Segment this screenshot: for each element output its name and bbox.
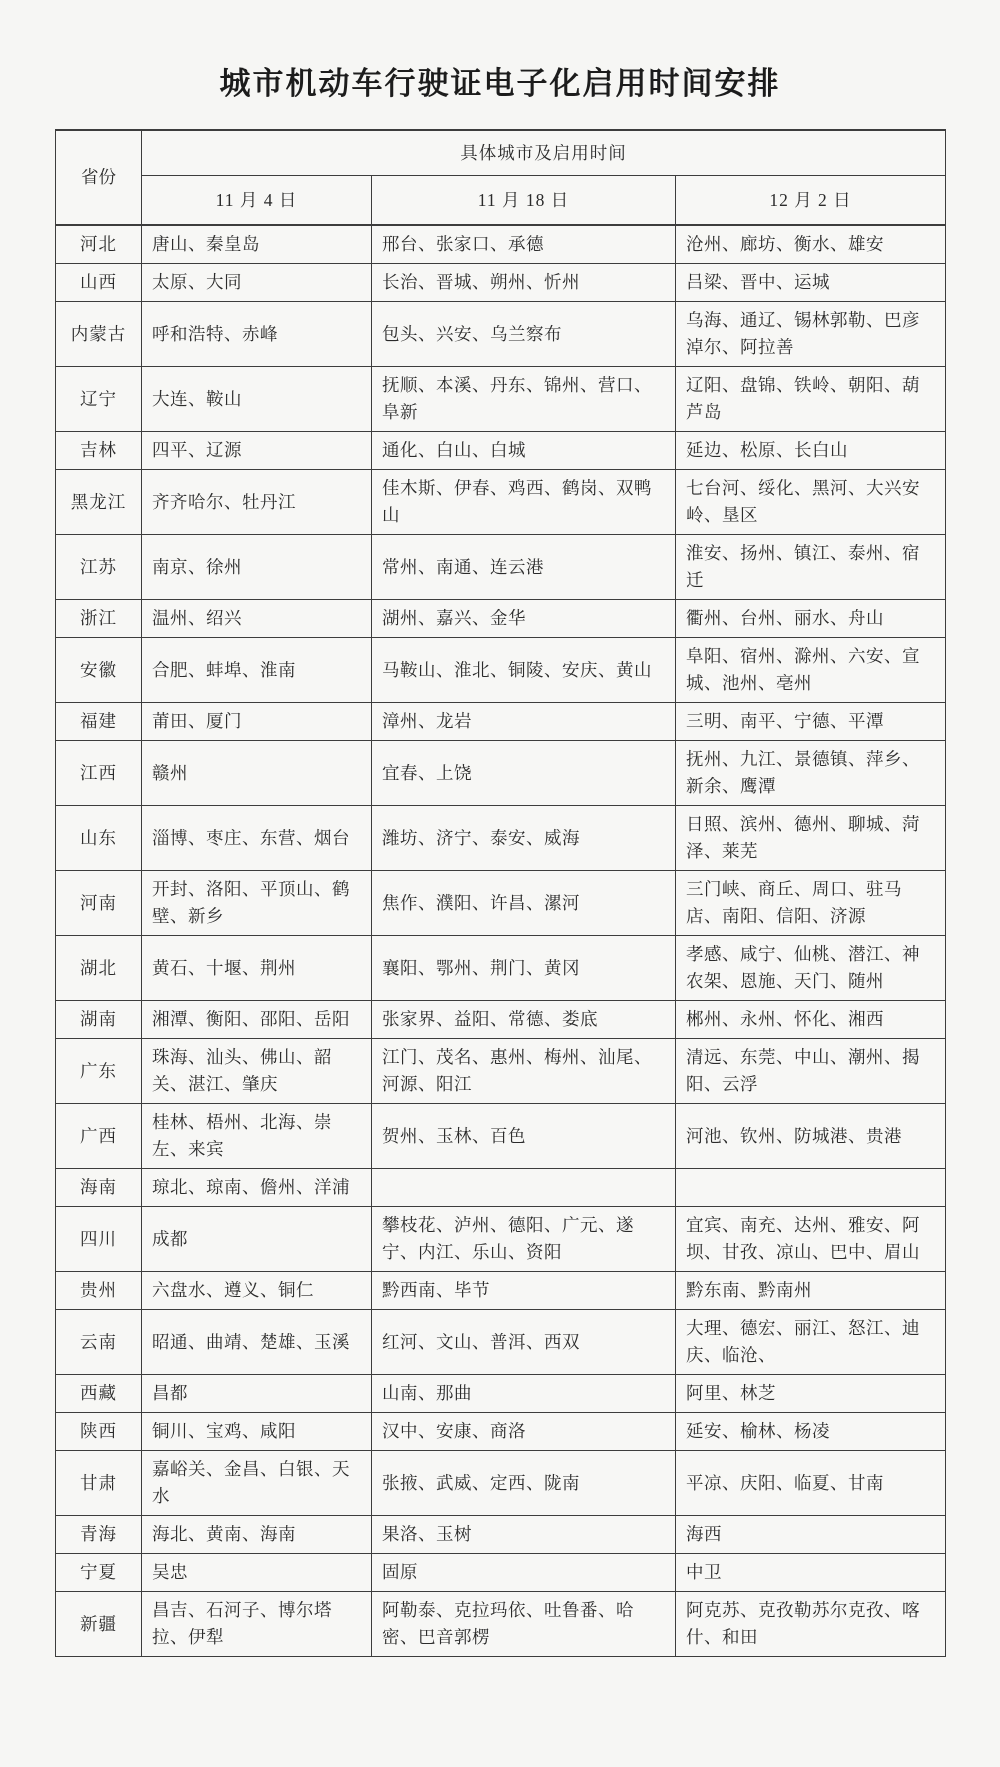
cities-cell: 宜宾、南充、达州、雅安、阿坝、甘孜、凉山、巴中、眉山 [676, 1207, 946, 1272]
province-cell: 广西 [56, 1104, 142, 1169]
table-row [56, 1554, 946, 1592]
cities-cell: 七台河、绥化、黑河、大兴安岭、垦区 [676, 470, 946, 535]
cities-cell [372, 1169, 676, 1207]
date-header-nov4: 11 月 4 日 [142, 176, 372, 226]
table-row [56, 936, 946, 1001]
cities-cell: 张家界、益阳、常德、娄底 [372, 1001, 676, 1039]
cities-cell: 郴州、永州、怀化、湘西 [676, 1001, 946, 1039]
province-cell: 广东 [56, 1039, 142, 1104]
table-row [56, 1207, 946, 1272]
province-cell: 贵州 [56, 1272, 142, 1310]
cities-cell: 湖州、嘉兴、金华 [372, 600, 676, 638]
province-cell: 西藏 [56, 1375, 142, 1413]
cities-cell: 铜川、宝鸡、咸阳 [142, 1413, 372, 1451]
cities-cell: 湘潭、衡阳、邵阳、岳阳 [142, 1001, 372, 1039]
province-cell: 海南 [56, 1169, 142, 1207]
cities-cell: 山南、那曲 [372, 1375, 676, 1413]
province-cell: 浙江 [56, 600, 142, 638]
table-row [56, 1169, 946, 1207]
table-body [56, 225, 946, 1657]
cities-cell: 海北、黄南、海南 [142, 1516, 372, 1554]
cities-cell: 昌吉、石河子、博尔塔拉、伊犁 [142, 1592, 372, 1657]
province-cell: 甘肃 [56, 1451, 142, 1516]
province-cell: 新疆 [56, 1592, 142, 1657]
table-row [56, 600, 946, 638]
province-cell: 山西 [56, 264, 142, 302]
table-row [56, 535, 946, 600]
table-row [56, 638, 946, 703]
cities-cell: 三明、南平、宁德、平潭 [676, 703, 946, 741]
province-cell: 四川 [56, 1207, 142, 1272]
table-row [56, 432, 946, 470]
cities-cell: 中卫 [676, 1554, 946, 1592]
table-row [56, 1413, 946, 1451]
cities-cell: 三门峡、商丘、周口、驻马店、南阳、信阳、济源 [676, 871, 946, 936]
cities-cell: 漳州、龙岩 [372, 703, 676, 741]
table-row [56, 703, 946, 741]
cities-cell: 六盘水、遵义、铜仁 [142, 1272, 372, 1310]
cities-cell: 宜春、上饶 [372, 741, 676, 806]
table-row [56, 1272, 946, 1310]
cities-cell: 马鞍山、淮北、铜陵、安庆、黄山 [372, 638, 676, 703]
province-cell: 安徽 [56, 638, 142, 703]
cities-cell: 日照、滨州、德州、聊城、菏泽、莱芜 [676, 806, 946, 871]
cities-cell: 红河、文山、普洱、西双 [372, 1310, 676, 1375]
table-row [56, 1451, 946, 1516]
table-row [56, 806, 946, 871]
province-cell: 湖北 [56, 936, 142, 1001]
cities-cell: 果洛、玉树 [372, 1516, 676, 1554]
cities-cell: 黔东南、黔南州 [676, 1272, 946, 1310]
cities-cell: 珠海、汕头、佛山、韶关、湛江、肇庆 [142, 1039, 372, 1104]
province-cell: 山东 [56, 806, 142, 871]
table-row [56, 367, 946, 432]
province-cell: 宁夏 [56, 1554, 142, 1592]
cities-cell: 阿里、林芝 [676, 1375, 946, 1413]
province-cell: 河北 [56, 225, 142, 264]
cities-cell: 四平、辽源 [142, 432, 372, 470]
cities-cell: 吴忠 [142, 1554, 372, 1592]
cities-cell: 延边、松原、长白山 [676, 432, 946, 470]
cities-cell: 南京、徐州 [142, 535, 372, 600]
cities-cell: 抚顺、本溪、丹东、锦州、营口、阜新 [372, 367, 676, 432]
cities-cell: 合肥、蚌埠、淮南 [142, 638, 372, 703]
cities-cell: 河池、钦州、防城港、贵港 [676, 1104, 946, 1169]
table-row [56, 1104, 946, 1169]
province-header-cell: 省份 [56, 130, 142, 225]
table-row [56, 741, 946, 806]
cities-cell: 阜阳、宿州、滁州、六安、宣城、池州、亳州 [676, 638, 946, 703]
cities-cell: 汉中、安康、商洛 [372, 1413, 676, 1451]
cities-cell: 潍坊、济宁、泰安、威海 [372, 806, 676, 871]
cities-cell: 齐齐哈尔、牡丹江 [142, 470, 372, 535]
cities-cell: 淄博、枣庄、东营、烟台 [142, 806, 372, 871]
table-row [56, 1375, 946, 1413]
table-row [56, 1516, 946, 1554]
cities-cell: 平凉、庆阳、临夏、甘南 [676, 1451, 946, 1516]
cities-cell: 抚州、九江、景德镇、萍乡、新余、鹰潭 [676, 741, 946, 806]
cities-cell: 昭通、曲靖、楚雄、玉溪 [142, 1310, 372, 1375]
table-header [56, 130, 946, 225]
cities-cell: 开封、洛阳、平顶山、鹤壁、新乡 [142, 871, 372, 936]
cities-cell: 通化、白山、白城 [372, 432, 676, 470]
table-row [56, 302, 946, 367]
cities-cell: 赣州 [142, 741, 372, 806]
cities-cell: 邢台、张家口、承德 [372, 225, 676, 264]
table-row [56, 470, 946, 535]
province-cell: 陕西 [56, 1413, 142, 1451]
province-cell: 江苏 [56, 535, 142, 600]
cities-cell: 吕梁、晋中、运城 [676, 264, 946, 302]
province-cell: 云南 [56, 1310, 142, 1375]
table-row [56, 871, 946, 936]
cities-cell: 贺州、玉林、百色 [372, 1104, 676, 1169]
table-row [56, 225, 946, 264]
cities-cell: 张掖、武威、定西、陇南 [372, 1451, 676, 1516]
cities-cell: 阿勒泰、克拉玛依、吐鲁番、哈密、巴音郭楞 [372, 1592, 676, 1657]
cities-cell: 桂林、梧州、北海、崇左、来宾 [142, 1104, 372, 1169]
province-cell: 内蒙古 [56, 302, 142, 367]
cities-cell: 淮安、扬州、镇江、泰州、宿迁 [676, 535, 946, 600]
province-cell: 福建 [56, 703, 142, 741]
cities-cell: 佳木斯、伊春、鸡西、鹤岗、双鸭山 [372, 470, 676, 535]
date-header-dec2: 12 月 2 日 [676, 176, 946, 226]
page-title: 城市机动车行驶证电子化启用时间安排 [219, 66, 781, 101]
cities-cell: 乌海、通辽、锡林郭勒、巴彦淖尔、阿拉善 [676, 302, 946, 367]
cities-cell: 黔西南、毕节 [372, 1272, 676, 1310]
cities-cell: 嘉峪关、金昌、白银、天水 [142, 1451, 372, 1516]
province-cell: 青海 [56, 1516, 142, 1554]
table-row [56, 264, 946, 302]
province-cell: 湖南 [56, 1001, 142, 1039]
cities-cell: 海西 [676, 1516, 946, 1554]
province-cell: 吉林 [56, 432, 142, 470]
cities-cell: 长治、晋城、朔州、忻州 [372, 264, 676, 302]
cities-cell: 襄阳、鄂州、荆门、黄冈 [372, 936, 676, 1001]
cities-cell: 黄石、十堰、荆州 [142, 936, 372, 1001]
province-cell: 河南 [56, 871, 142, 936]
cities-cell: 莆田、厦门 [142, 703, 372, 741]
cities-cell: 焦作、濮阳、许昌、漯河 [372, 871, 676, 936]
cities-cell: 孝感、咸宁、仙桃、潜江、神农架、恩施、天门、随州 [676, 936, 946, 1001]
cities-cell: 琼北、琼南、儋州、洋浦 [142, 1169, 372, 1207]
cities-cell: 沧州、廊坊、衡水、雄安 [676, 225, 946, 264]
group-header-cell: 具体城市及启用时间 [142, 130, 946, 176]
cities-cell: 延安、榆林、杨凌 [676, 1413, 946, 1451]
table-row [56, 1039, 946, 1104]
cities-cell: 包头、兴安、乌兰察布 [372, 302, 676, 367]
cities-cell: 清远、东莞、中山、潮州、揭阳、云浮 [676, 1039, 946, 1104]
province-cell: 江西 [56, 741, 142, 806]
cities-cell: 唐山、秦皇岛 [142, 225, 372, 264]
date-header-nov18: 11 月 18 日 [372, 176, 676, 226]
cities-cell: 呼和浩特、赤峰 [142, 302, 372, 367]
cities-cell: 成都 [142, 1207, 372, 1272]
schedule-table [55, 129, 946, 1657]
cities-cell: 固原 [372, 1554, 676, 1592]
province-cell: 黑龙江 [56, 470, 142, 535]
province-cell: 辽宁 [56, 367, 142, 432]
cities-cell: 辽阳、盘锦、铁岭、朝阳、葫芦岛 [676, 367, 946, 432]
cities-cell: 衢州、台州、丽水、舟山 [676, 600, 946, 638]
cities-cell: 大理、德宏、丽江、怒江、迪庆、临沧、 [676, 1310, 946, 1375]
table-row [56, 1001, 946, 1039]
cities-cell: 江门、茂名、惠州、梅州、汕尾、河源、阳江 [372, 1039, 676, 1104]
cities-cell: 攀枝花、泸州、德阳、广元、遂宁、内江、乐山、资阳 [372, 1207, 676, 1272]
cities-cell: 太原、大同 [142, 264, 372, 302]
table-row [56, 1592, 946, 1657]
table-row [56, 1310, 946, 1375]
cities-cell [676, 1169, 946, 1207]
cities-cell: 大连、鞍山 [142, 367, 372, 432]
cities-cell: 常州、南通、连云港 [372, 535, 676, 600]
cities-cell: 温州、绍兴 [142, 600, 372, 638]
cities-cell: 阿克苏、克孜勒苏尔克孜、喀什、和田 [676, 1592, 946, 1657]
cities-cell: 昌都 [142, 1375, 372, 1413]
